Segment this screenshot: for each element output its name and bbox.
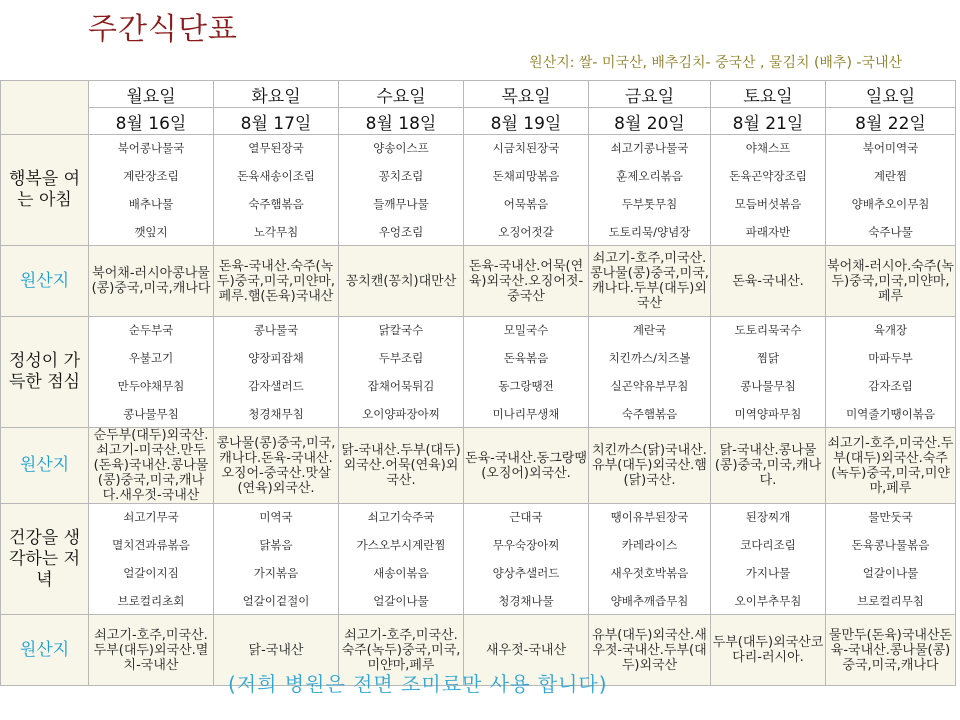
menu-item: 돈채피망볶음 [492, 169, 560, 183]
lunch-origin-row [1, 428, 956, 504]
day-header: 화요일 [214, 81, 339, 108]
corner-cell [1, 81, 89, 135]
origin-label: 원산지 [1, 615, 89, 686]
breakfast-origin-row [1, 246, 956, 317]
origin-cell: 돈육-국내산.숙주(녹두)중국,미국,미얀마,페루.햄(돈육)국내산 [214, 246, 339, 317]
breakfast-menu-cell [589, 135, 711, 246]
watermark-notice: (저희 병원은 전면 조미료만 사용 합니다) [228, 672, 608, 696]
origin-cell: 두부(대두)외국산코다리-러시아. [711, 615, 826, 686]
origin-cell: 쇠고기-호주,미국산.두부(대두)외국산.멸치-국내산 [89, 615, 214, 686]
menu-item: 어묵볶음 [503, 197, 549, 211]
dinner-label: 건강을 생각하는 저녁 [1, 504, 89, 615]
menu-item: 미역국 [259, 510, 293, 524]
menu-item: 파래자반 [745, 225, 791, 239]
breakfast-menu-cell [826, 135, 956, 246]
menu-item: 새송이볶음 [373, 566, 429, 580]
date-header: 8월 16일 [89, 108, 214, 135]
lunch-menu-cell [339, 317, 464, 428]
menu-item: 마파두부 [868, 351, 913, 365]
menu-item: 우엉조림 [378, 225, 424, 239]
menu-item: 모듬버섯볶음 [734, 197, 802, 211]
menu-item: 감자샐러드 [248, 379, 304, 393]
menu-item: 새우젓호박볶음 [610, 566, 689, 580]
menu-item: 얼갈이나물 [862, 566, 919, 580]
menu-item: 우불고기 [128, 351, 174, 365]
breakfast-menu-cell [464, 135, 589, 246]
menu-item: 가스오부시계란찜 [356, 538, 446, 552]
menu-item: 모밀국수 [503, 323, 549, 337]
origin-label: 원산지 [1, 428, 89, 504]
day-header: 토요일 [711, 81, 826, 108]
lunch-menu-cell [89, 317, 214, 428]
menu-item: 콩나물국 [253, 323, 299, 337]
origin-cell: 유부(대두)외국산.새우젓-국내산.두부(대두)외국산 [589, 615, 711, 686]
menu-item: 북어미역국 [862, 141, 919, 155]
menu-item: 숙주햄볶음 [621, 407, 678, 421]
menu-item: 순두부국 [128, 323, 174, 337]
date-header: 8월 22일 [826, 108, 956, 135]
menu-item: 쇠고기콩나물국 [610, 141, 689, 155]
origin-cell: 새우젓-국내산 [464, 615, 589, 686]
origin-cell: 치킨까스(닭)국내산.유부(대두)외국산.햄(닭)국산. [589, 428, 711, 504]
menu-item: 육개장 [873, 323, 908, 337]
menu-item: 열무된장국 [248, 141, 304, 155]
lunch-menu-cell [464, 317, 589, 428]
menu-item: 들깨무나물 [373, 197, 429, 211]
menu-item: 콩나물무침 [740, 379, 796, 393]
origin-cell: 닭-국내산 [214, 615, 339, 686]
dinner-menu-cell [464, 504, 589, 615]
menu-item: 양상추샐러드 [492, 566, 560, 580]
lunch-menu-cell [214, 317, 339, 428]
date-header: 8월 18일 [339, 108, 464, 135]
dinner-menu-cell [826, 504, 956, 615]
origin-cell: 닭-국내산.두부(대두)외국산.어묵(연육)외국산. [339, 428, 464, 504]
menu-item: 오이부추무침 [734, 594, 802, 608]
menu-item: 가지볶음 [253, 566, 299, 580]
menu-item: 도토리묵국수 [734, 323, 802, 337]
origin-label: 원산지 [1, 246, 89, 317]
date-header: 8월 21일 [711, 108, 826, 135]
menu-item: 쇠고기무국 [123, 510, 179, 524]
menu-item: 계란국 [632, 323, 667, 337]
dinner-row [1, 504, 956, 615]
origin-cell: 꽁치캔(꽁치)대만산 [339, 246, 464, 317]
origin-cell: 콩나물(콩)중국,미국,캐나다.돈육-국내산.오징어-중국산.맛살(연육)외국산. [214, 428, 339, 504]
day-header-row [1, 81, 956, 108]
breakfast-menu-cell [339, 135, 464, 246]
menu-item: 얼갈이겉절이 [242, 594, 310, 608]
origin-cell: 돈육-국내산. [711, 246, 826, 317]
menu-item: 북어콩나물국 [117, 141, 185, 155]
dinner-menu-cell [339, 504, 464, 615]
breakfast-row [1, 135, 956, 246]
menu-item: 카레라이스 [621, 538, 678, 552]
menu-item: 도토리묵/양념장 [608, 225, 691, 239]
menu-item: 훈제오리볶음 [616, 169, 683, 183]
date-header: 8월 20일 [589, 108, 711, 135]
date-header-row [1, 108, 956, 135]
menu-item: 닭칼국수 [378, 323, 424, 337]
breakfast-menu-cell [214, 135, 339, 246]
origin-cell: 북어채-러시아콩나물(콩)중국,미국,캐나다 [89, 246, 214, 317]
origin-cell: 돈육-국내산.어묵(연육)외국산.오징어젓-중국산 [464, 246, 589, 317]
menu-item: 멸치견과류볶음 [112, 538, 190, 552]
menu-item: 브로컬리무침 [857, 594, 924, 608]
menu-item: 양배추깨즙무침 [610, 594, 689, 608]
lunch-menu-cell [826, 317, 956, 428]
menu-item: 청경채무침 [248, 407, 304, 421]
lunch-row [1, 317, 956, 428]
dinner-menu-cell [589, 504, 711, 615]
menu-item: 돈육곤약장조림 [729, 169, 807, 183]
menu-item: 돈육콩나물볶음 [851, 538, 930, 552]
date-header: 8월 19일 [464, 108, 589, 135]
menu-item: 돈육볶음 [503, 351, 549, 365]
menu-item: 브로컬리초회 [117, 594, 185, 608]
menu-item: 양송이스프 [373, 141, 429, 155]
menu-item: 노각무침 [253, 225, 299, 239]
page-title: 주간식단표 [88, 12, 238, 47]
menu-item: 오이양파장아찌 [362, 407, 440, 421]
origin-cell: 쇠고기-호주,미국산.두부(대두)외국산.숙주(녹두)중국,미국,미얀마,페루 [826, 428, 956, 504]
menu-item: 두부톳무침 [621, 197, 678, 211]
breakfast-label: 행복을 여는 아침 [1, 135, 89, 246]
menu-item: 꽁치조림 [378, 169, 424, 183]
origin-cell: 닭-국내산.콩나물(콩)중국,미국,캐나다. [711, 428, 826, 504]
menu-item: 된장찌개 [745, 510, 791, 524]
menu-item: 근대국 [509, 510, 543, 524]
menu-item: 야채스프 [745, 141, 791, 155]
menu-item: 얼갈이나물 [373, 594, 429, 608]
menu-item: 잡채어묵튀김 [367, 379, 435, 393]
menu-item: 깻잎지 [134, 225, 168, 239]
menu-item: 콩나물무침 [123, 407, 179, 421]
breakfast-menu-cell [711, 135, 826, 246]
menu-item: 양배추오이무침 [851, 197, 930, 211]
rice-kimchi-origin-note: 원산지: 쌀- 미국산, 배추김치- 중국산 , 물김치 (배추) -국내산 [529, 55, 902, 71]
menu-item: 미역줄기땡이볶음 [846, 407, 935, 421]
menu-item: 쇠고기숙주국 [367, 510, 435, 524]
lunch-menu-cell [589, 317, 711, 428]
day-header: 수요일 [339, 81, 464, 108]
origin-cell: 돈육-국내산.동그랑땡(오징어)외국산. [464, 428, 589, 504]
dinner-menu-cell [214, 504, 339, 615]
lunch-label: 정성이 가득한 점심 [1, 317, 89, 428]
menu-item: 닭볶음 [259, 538, 293, 552]
dinner-menu-cell [711, 504, 826, 615]
menu-item: 물만둣국 [868, 510, 913, 524]
menu-item: 미역양파무침 [734, 407, 802, 421]
menu-item: 시금치된장국 [492, 141, 560, 155]
origin-cell: 순두부(대두)외국산.쇠고기-미국산.만두(돈육)국내산.콩나물(콩)중국,미국,캐나다.새우젓-국내산 [89, 428, 214, 504]
breakfast-menu-cell [89, 135, 214, 246]
day-header: 금요일 [589, 81, 711, 108]
menu-item: 숙주나물 [868, 225, 913, 239]
menu-item: 코다리조림 [740, 538, 796, 552]
date-header: 8월 17일 [214, 108, 339, 135]
menu-item: 감자조림 [868, 379, 913, 393]
menu-item: 배추나물 [128, 197, 174, 211]
menu-item: 오징어젓갈 [498, 225, 554, 239]
menu-item: 만두야채무침 [117, 379, 185, 393]
weekly-menu-table [0, 80, 956, 686]
day-header: 월요일 [89, 81, 214, 108]
menu-item: 돈육새송이조림 [237, 169, 315, 183]
menu-item: 치킨까스/치즈볼 [608, 351, 691, 365]
origin-cell: 쇠고기-호주,미국산.콩나물(콩)중국,미국,캐나다.두부(대두)외국산 [589, 246, 711, 317]
menu-item: 동그랑땡전 [498, 379, 554, 393]
menu-item: 계란장조림 [123, 169, 179, 183]
menu-item: 실곤약유부무침 [610, 379, 689, 393]
menu-item: 얼갈이지짐 [123, 566, 179, 580]
lunch-menu-cell [711, 317, 826, 428]
origin-cell: 북어채-러시아.숙주(녹두)중국,미국,미얀마,페루 [826, 246, 956, 317]
menu-item: 두부조림 [378, 351, 424, 365]
menu-item: 무우숙장아찌 [492, 538, 560, 552]
day-header: 목요일 [464, 81, 589, 108]
origin-cell: 물만두(돈육)국내산돈육-국내산.콩나물(콩)중국,미국,캐나다 [826, 615, 956, 686]
menu-item: 계란찜 [873, 169, 908, 183]
menu-item: 미나리무생채 [492, 407, 560, 421]
origin-cell: 쇠고기-호주,미국산.숙주(녹두)중국,미국,미얀마,페루 [339, 615, 464, 686]
day-header: 일요일 [826, 81, 956, 108]
menu-item: 가지나물 [745, 566, 791, 580]
menu-item: 땡이유부된장국 [610, 510, 689, 524]
menu-item: 숙주햄볶음 [248, 197, 304, 211]
dinner-menu-cell [89, 504, 214, 615]
menu-item: 양장피잡채 [248, 351, 304, 365]
menu-item: 청경채나물 [498, 594, 554, 608]
menu-item: 찜닭 [756, 351, 780, 365]
